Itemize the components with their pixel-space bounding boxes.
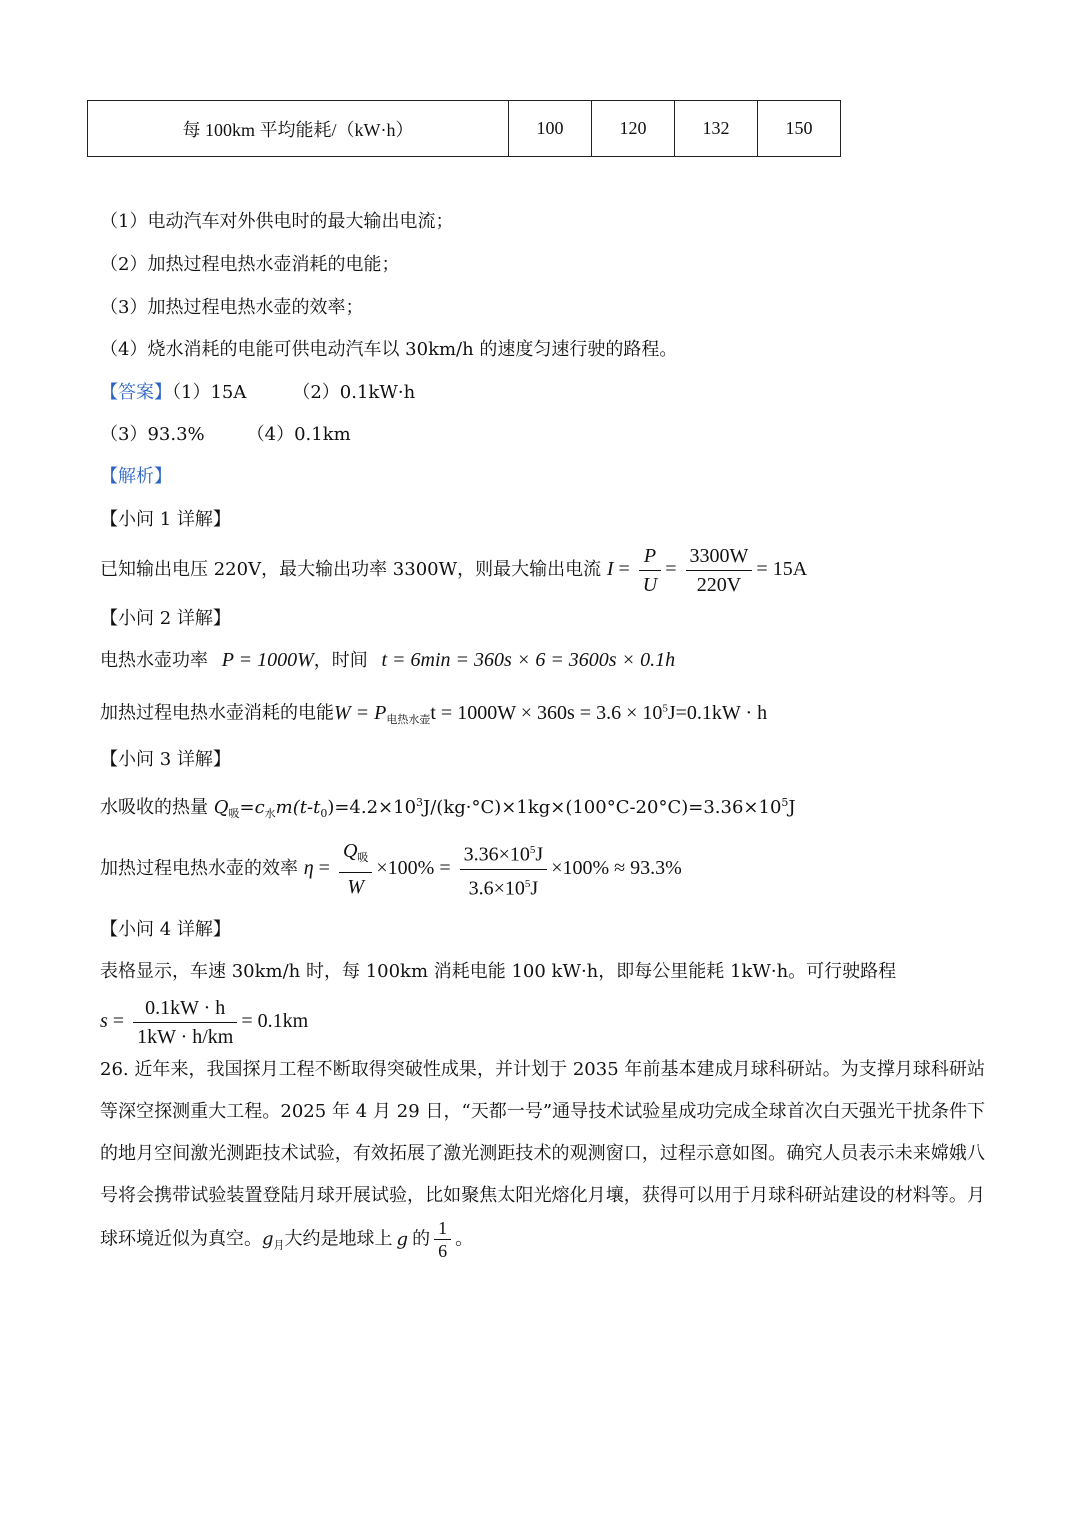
formula-result: 15A (772, 558, 808, 580)
sub1-line (100, 540, 807, 599)
heat-symbol: Q (213, 797, 229, 818)
answer-2: （2）0.1kW·h (292, 382, 416, 403)
q26-de: 的 (412, 1228, 431, 1250)
fraction (460, 836, 548, 902)
exponent: 5 (662, 702, 668, 714)
eta-symbol: η (303, 856, 314, 879)
unit: J (530, 877, 539, 900)
q26-end: 。 (455, 1228, 474, 1250)
sub4-text: 表格显示，车速 30km/h 时，每 100km 消耗电能 100 kW·h，即每公里能耗 1kW·h。可行驶路程 (100, 961, 897, 982)
exponent: 3 (416, 796, 424, 809)
sub2-text: 电热水壶功率 (100, 650, 208, 671)
fraction (639, 542, 661, 599)
analysis-tag: 【解析】 (100, 466, 172, 487)
table-row-label: 每 100km 平均能耗/（kW·h） (88, 101, 509, 157)
power-formula: P = 1000W (221, 649, 314, 671)
eff-end: ×100% ≈ 93.3% (551, 856, 682, 879)
heat-unit: J (788, 797, 796, 818)
answer-3: （3）93.3% (100, 424, 205, 445)
fraction-num: 1 (434, 1217, 451, 1240)
exponent: 5 (781, 796, 789, 809)
sub2-line1 (100, 648, 675, 673)
fraction (686, 542, 753, 599)
subscript: 吸 (228, 807, 240, 820)
fraction-num: 3.36×10 (463, 843, 530, 866)
sub4-heading: 【小问 4 详解】 (100, 919, 231, 940)
formula-symbol: I (606, 558, 614, 580)
fraction-den: 220V (696, 573, 742, 596)
sub2-heading: 【小问 2 详解】 (100, 608, 231, 629)
question-3: （3）加热过程电热水壶的效率； (100, 297, 364, 318)
fraction-num: Q (342, 840, 358, 863)
sub1-heading: 【小问 1 详解】 (100, 509, 231, 530)
fraction (133, 994, 237, 1051)
sub4-formula: s = $\frac{0.1kW \cdot h}{1kW \cdot h/km}$ = 0.1km (100, 992, 308, 1051)
sub2-text: 加热过程电热水壶消耗的电能 (100, 702, 334, 724)
fraction-den: W (347, 876, 364, 899)
eff-mid: ×100% = (376, 856, 451, 879)
question-2: （2）加热过程电热水壶消耗的电能； (100, 254, 400, 275)
q26-tail: 大约是地球上 (284, 1228, 393, 1250)
distance-result: = 0.1km (241, 1010, 309, 1032)
sub3-eff-line (100, 836, 682, 902)
energy-formula-end: J=0.1kW · h (667, 701, 768, 724)
time-formula: t = 6min = 360s × 6 = 3600s × 0.1h (381, 649, 676, 671)
efficiency-formula: η = $\frac{Q_吸}{W}$ ×100% = $\frac{3.36\times 10^5J}{3.6\times 10^5J}$ ×100% ≈ 93.3% (304, 857, 682, 879)
exponent: 5 (529, 844, 536, 856)
fraction (339, 837, 372, 901)
fraction-num: 3300W (686, 542, 753, 571)
subscript: 0 (320, 807, 328, 820)
answer-4: （4）0.1km (246, 424, 351, 445)
exponent: 5 (524, 877, 531, 890)
energy-table (87, 100, 841, 157)
fraction-den: 1kW · h/km (137, 1025, 234, 1048)
sub2-mid: ，时间 (313, 650, 368, 671)
answer-tag: 【答案】 (100, 382, 172, 403)
question-1: （1）电动汽车对外供电时的最大输出电流； (100, 211, 454, 232)
unit: J (535, 843, 544, 866)
sub3-heat-line (100, 791, 796, 826)
fraction (434, 1217, 451, 1262)
distance-symbol: s (100, 1010, 108, 1032)
q26-text: 26. 近年来，我国探月工程不断取得突破性成果，并计划于 2035 年前基本建成月球科研站。为支撑月球科研站等深空探测重大工程。2025 年 4 月 29 日，“天都一号”通导技术试验星成功完成全球首次白天强光干扰条件下的地月空间激光测距技术试验，有效拓展了激光测距技术的观测窗口，过程示意如图。确究人员表示未来嫦娥八号将会携带试验装置登陆月球开展试验，比如聚焦太阳光熔化月壤，获得可以用于月球科研站建设的材料等。月球环境近似为真空。 (100, 1059, 985, 1250)
table-cell: 100 (509, 101, 592, 157)
question-4: （4）烧水消耗的电能可供电动汽车以 30km/h 的速度匀速行驶的路程。 (100, 339, 678, 360)
sub1-formula: I = $\frac{P}{U}$ = $\frac{3300W}{220V}$ = 15A (607, 558, 807, 580)
heat-c: =c (239, 797, 265, 818)
table-cell: 150 (758, 101, 841, 157)
heat-tail: )=4.2×10 (327, 797, 417, 818)
answer-line-1 (100, 381, 415, 405)
subscript: 月 (273, 1238, 285, 1252)
answer-line-2 (100, 423, 351, 447)
answer-1: （1）15A (172, 382, 247, 403)
g-symbol: g (262, 1228, 274, 1250)
energy-formula: W = P (334, 701, 387, 724)
energy-formula-rest: t = 1000W × 360s = 3.6 × 10 (430, 701, 663, 724)
sub2-line2 (100, 696, 767, 732)
heat-rest: m(t-t (275, 797, 321, 818)
table-row (88, 101, 841, 157)
subscript: 水 (264, 807, 276, 820)
heat-tail: J/(kg·°C)×1kg×(100°C-20°C)=3.36×10 (423, 797, 782, 818)
heat-text: 水吸收的热量 (100, 797, 208, 818)
fraction-num: P (639, 542, 661, 571)
fraction-den: 6 (438, 1241, 448, 1261)
table-cell: 120 (592, 101, 675, 157)
question-26 (100, 1049, 985, 1267)
fraction-den: 3.6×10 (468, 877, 525, 900)
subscript: 吸 (357, 852, 369, 865)
fraction-den: U (642, 573, 658, 596)
g-symbol: g (396, 1228, 409, 1250)
eff-text: 加热过程电热水壶的效率 (100, 857, 298, 879)
table-cell: 132 (675, 101, 758, 157)
sub1-text: 已知输出电压 220V，最大输出功率 3300W，则最大输出电流 (100, 559, 602, 580)
subscript: 电热水壶 (386, 713, 431, 726)
sub3-heading: 【小问 3 详解】 (100, 749, 231, 770)
fraction-num: 0.1kW · h (133, 994, 237, 1023)
